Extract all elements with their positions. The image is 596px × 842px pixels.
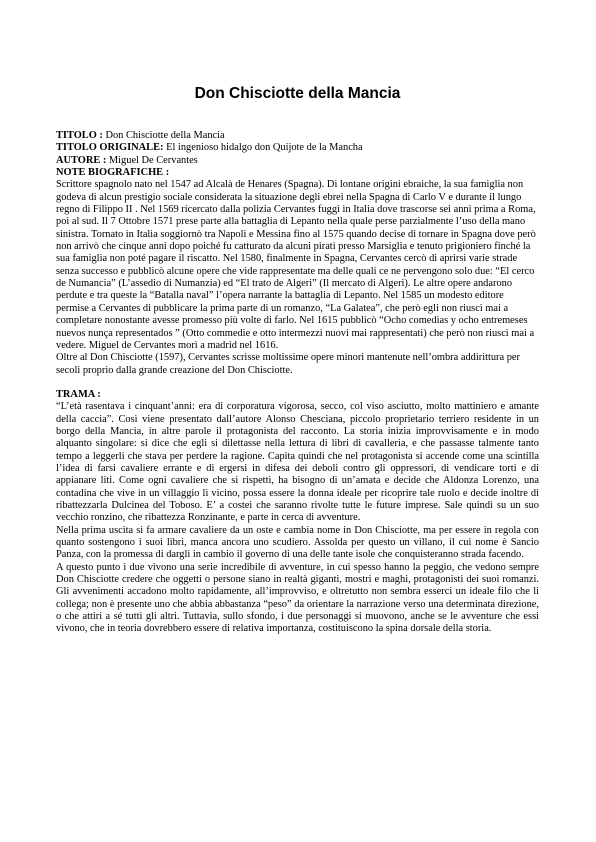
trama-section bbox=[56, 389, 539, 636]
trama-paragraph: A questo punto i due vivono una serie incredibile di avventure, in cui spesso hanno la peggio, che vedono sempre Don Chisciotte credere che oggetti o persone siano in realtà giganti, mostri e maghi, protagonisti dei suoi romanzi. Gli avvenimenti accadono molto rapidamente, all’improvviso, e oltretutto non sembra esserci un ideale filo che li collega; non è presente uno che abbia abbastanza “peso” da orientare la narrazione verso una determinata direzione, o che attiri a sé tutti gli altri. Tuttavia, sullo sfondo, i due personaggi si muovono, anche se le avventure che essi vivono, che in teoria dovrebbero essere di relativa importanza, costituiscono la spina dorsale della storia. bbox=[56, 561, 539, 635]
bio-paragraph: Oltre al Don Chisciotte (1597), Cervantes scrisse moltissime opere minori mantenute nell’ombra addirittura per secoli proprio dalla grande creazione del Don Chisciotte. bbox=[56, 352, 520, 376]
trama-heading: TRAMA : bbox=[56, 388, 101, 400]
bio-paragraph: Scrittore spagnolo nato nel 1547 ad Alcalà de Henares (Spagna). Di lontane origini ebraiche, la sua famiglia non godeva di alcun prestigio sociale considerata la situazione degli ebrei nella Spagna di Carlo V e durante il lungo regno di Filippo II . Nel 1569 ricercato dalla polizia Cervantes fuggì in Italia dove trascorse sei anni prima a Roma, poi al sud. Il 7 Ottobre 1571 prese parte alla battaglia di Lepanto nella quale perse parzialmente l’uso della mano sinistra. Tornato in Italia soggiornò tra Napoli e Messina fino al 1575 quando decise di tornare in Spagna dove però non arrivò che cinque anni dopo poiché fu catturato da alcuni pirati presso Marsiglia e tenuto prigioniero finché la sua famiglia non poté pagare il riscatto. Nel 1580, finalmente in Spagna, Cervantes cercò di aprirsi varie strade senza successo e pubblicò alcune opere che vide rappresentate ma delle quali ce ne pervengono solo due: “El cerco de Numancia” (L’assedio di Numanzia) ed “El trato de Algeri” (Il mercato di Algeri). Le altre opere andarono perdute e tra queste la “Batalla naval” l’opera narrante la battaglia di Lepanto. Nel 1585 un modesto editore permise a Cervantes di pubblicare la prima parte di un romanzo, “La Galatea”, che però egli non riuscì mai a completare nonostante avesse promesso più volte di farlo. Nel 1615 pubblicò “Ocho comedias y ocho entremeses nuevos nunça representados ” (Otto commedie e otto intermezzi nuovi mai rappresentati) che però non riuscì mai a vedere. Miguel de Cervantes morì a madrid nel 1616. bbox=[56, 179, 536, 351]
section-spacer bbox=[56, 377, 539, 389]
metadata-block bbox=[56, 130, 539, 179]
document-title: Don Chisciotte della Mancia bbox=[194, 85, 401, 102]
trama-paragraph: “L’età rasentava i cinquant’anni: era di corporatura vigorosa, secco, col viso asciutto, molto mattiniero e amante della caccia”. Così viene presentato dall’autore Alonso Chesciana, piccolo proprietario terriero residente in un borgo della Mancia, in altre parole il protagonista del racconto. La storia inizia improvvisamente e in modo alquanto singolare: si dice che egli si dilettasse nella lettura di libri di cavalleria, e che passasse talmente tanto tempo a leggerli che stava per perdere la ragione. Capita quindi che nel protagonista si accende come una scintilla l’idea di farsi cavaliere errante e di ergersi in difesa dei deboli contro gli oppressori, di vendicare torti e di appianare liti. Come ogni cavaliere che si rispetti, ha bisogno di un’amata e decide che Aldonza Lorenzo, una contadina che vive in un villaggio lì vicino, possa essere la donna ideale per ricoprire tale ruolo e decide inoltre di ribattezzarla Dulcinea del Toboso. E’ a costei che saranno rivolte tutte le future imprese. Sale quindi su un suo vecchio ronzino, che ribattezza Ronzinante, e parte in cerca di avventure. bbox=[56, 401, 539, 524]
titolo-line bbox=[56, 130, 539, 142]
bio-section bbox=[56, 179, 539, 377]
document-page bbox=[56, 84, 539, 636]
titolo-value: Don Chisciotte della Mancia bbox=[102, 130, 225, 141]
autore-line bbox=[56, 155, 539, 167]
note-biografiche-heading bbox=[56, 167, 539, 179]
titolo-originale-line bbox=[56, 142, 539, 154]
autore-value: Miguel De Cervantes bbox=[106, 154, 198, 166]
titolo-label: TITOLO : bbox=[56, 130, 103, 141]
titolo-originale-value: El ingenioso hidalgo don Quijote de la Mancha bbox=[163, 142, 363, 154]
trama-paragraph: Nella prima uscita si fa armare cavaliere da un oste e cambia nome in Don Chisciotte, ma per essere in regola con quanto sostengono i suoi libri, manca ancora uno scudiero. Assolda per questo un villano, il cui nome è Sancio Panza, con la promessa di dargli in cambio il governo di una delle tante isole che conquisteranno strada facendo. bbox=[56, 524, 539, 561]
note-biografiche-label: NOTE BIOGRAFICHE : bbox=[56, 167, 170, 179]
titolo-originale-label: TITOLO ORIGINALE: bbox=[56, 142, 164, 154]
autore-label: AUTORE : bbox=[56, 154, 107, 166]
